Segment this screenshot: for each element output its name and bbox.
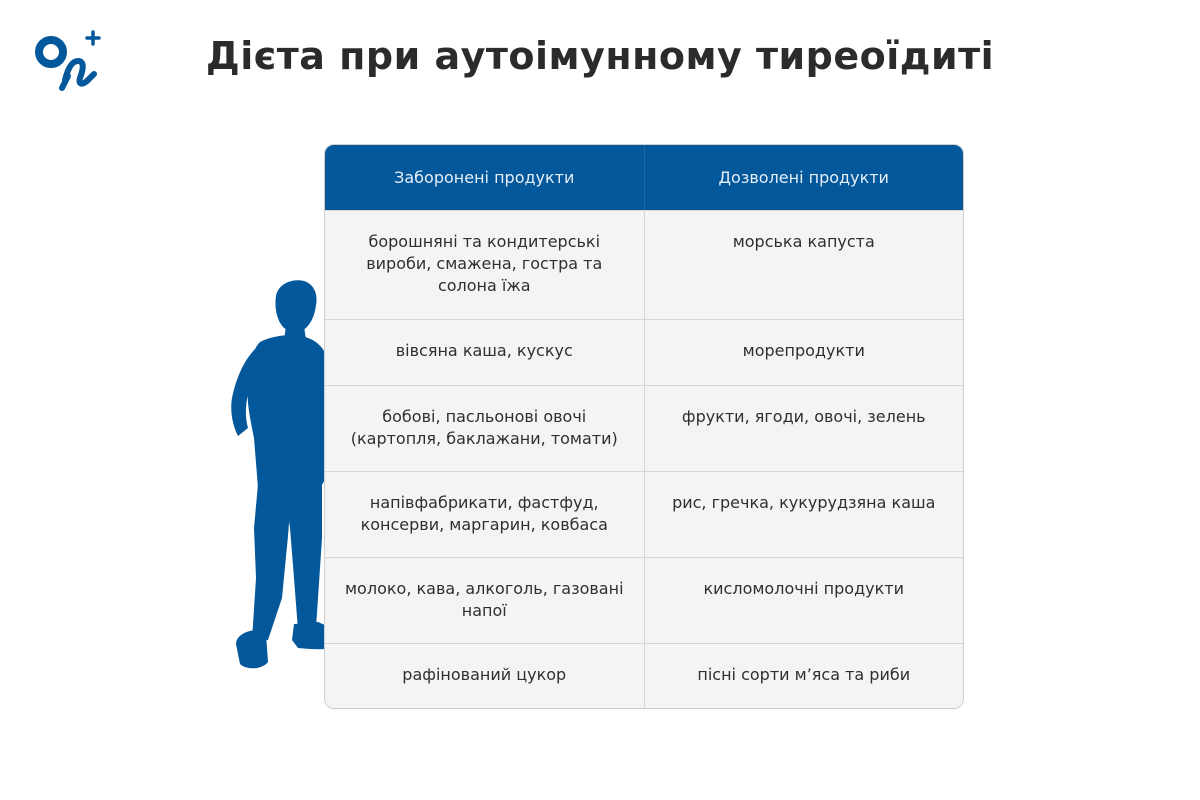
forbidden-cell: вівсяна каша, кускус [395, 341, 573, 360]
allowed-cell: пісні сорти м’яса та риби [644, 644, 964, 709]
table-row [325, 385, 963, 471]
table-row [325, 557, 963, 643]
allowed-cell: рис, гречка, кукурудзяна каша [644, 472, 964, 557]
allowed-cell: кисломолочні продукти [644, 558, 964, 643]
table-row [325, 471, 963, 557]
table-header [325, 145, 963, 210]
column-header-forbidden: Заборонені продукти [394, 168, 575, 187]
forbidden-cell: рафінований цукор [402, 665, 567, 684]
column-header-allowed: Дозволені продукти [644, 145, 964, 210]
forbidden-cell: молоко, кава, алкоголь, газовані напої [344, 579, 624, 620]
table-row [325, 210, 963, 319]
table-row [325, 319, 963, 385]
allowed-cell: морепродукти [644, 320, 964, 385]
allowed-cell: морська капуста [644, 211, 964, 319]
page-title: Дієта при аутоімунному тиреоїдиті [205, 34, 995, 78]
forbidden-cell: напівфабрикати, фастфуд, консерви, маргарин, ковбаса [360, 493, 608, 534]
allowed-cell: фрукти, ягоди, овочі, зелень [644, 386, 964, 471]
forbidden-cell: борошняні та кондитерські вироби, смажена, гостра та солона їжа [366, 232, 603, 295]
table-row [325, 643, 963, 709]
forbidden-cell: бобові, пасльонові овочі (картопля, баклажани, томати) [350, 407, 618, 448]
diet-table [324, 144, 964, 709]
